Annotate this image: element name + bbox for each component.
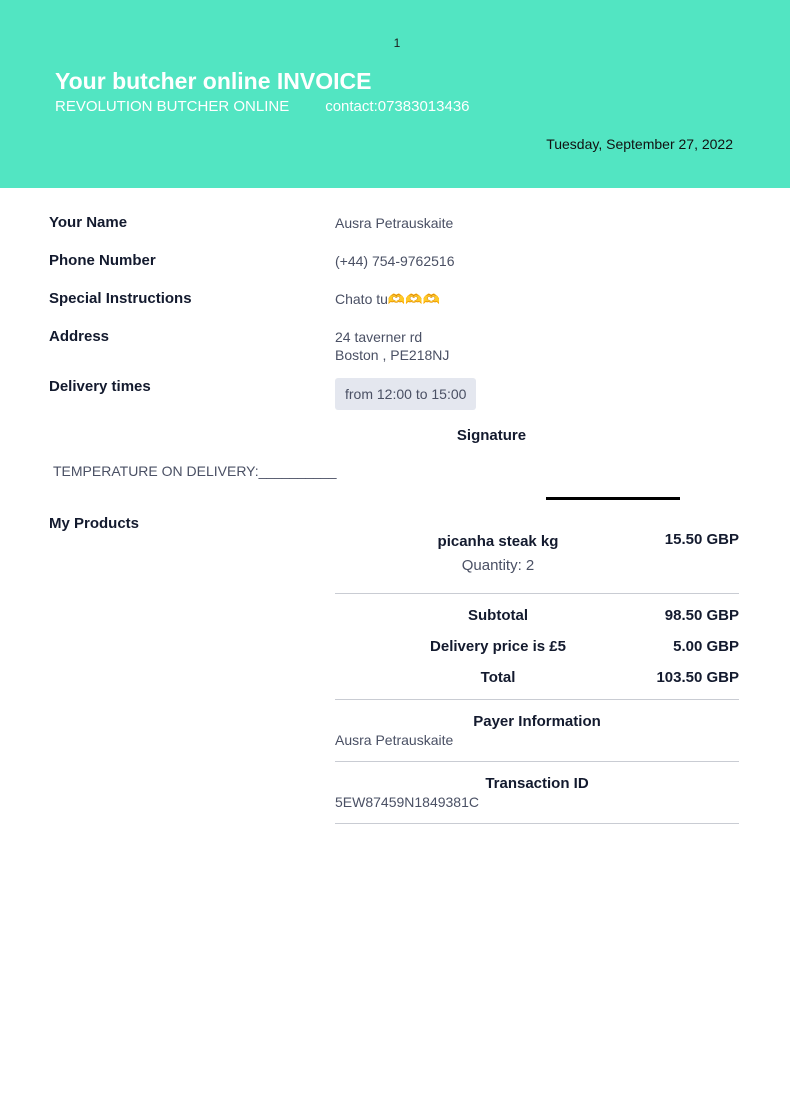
phone-label: Phone Number [49,252,156,269]
company-name: REVOLUTION BUTCHER ONLINE [55,98,290,115]
invoice-header [0,0,790,188]
payer-info-value: Ausra Petrauskaite [335,732,454,748]
signature-line [546,497,680,500]
instructions-value: Chato tu🫶🫶🫶 [335,291,441,307]
subtotal-label: Subtotal [468,607,528,624]
invoice-date: Tuesday, September 27, 2022 [546,136,733,152]
instructions-label: Special Instructions [49,290,192,307]
delivery-price-label: Delivery price is £5 [430,638,566,655]
divider [335,699,739,700]
company-contact: contact:07383013436 [325,98,470,115]
phone-value: (+44) 754-9762516 [335,253,455,269]
transaction-id-value: 5EW87459N1849381C [335,794,479,810]
address-line1: 24 taverner rd [335,329,423,345]
delivery-price-value: 5.00 GBP [673,638,739,655]
total-label: Total [480,669,516,686]
invoice-title: Your butcher online INVOICE [55,68,372,94]
divider [335,593,739,594]
company-line [55,98,470,115]
address-label: Address [49,328,110,345]
transaction-id-title: Transaction ID [485,775,589,792]
product-quantity: Quantity: 2 [461,557,535,574]
name-value: Ausra Petrauskaite [335,215,454,231]
product-name: picanha steak kg [437,533,559,550]
page-number: 1 [393,36,401,50]
name-label: Your Name [49,214,128,231]
payer-info-title: Payer Information [473,713,601,730]
temperature-field: TEMPERATURE ON DELIVERY:__________ [53,463,337,479]
total-value: 103.50 GBP [656,669,739,686]
product-price: 15.50 GBP [664,531,739,548]
divider [335,823,739,824]
delivery-times-label: Delivery times [49,378,151,395]
subtotal-value: 98.50 GBP [664,607,739,624]
delivery-times-badge: from 12:00 to 15:00 [335,378,476,410]
divider [335,761,739,762]
signature-label: Signature [456,427,527,444]
products-label: My Products [49,515,140,532]
address-line2: Boston , PE218NJ [335,347,450,363]
